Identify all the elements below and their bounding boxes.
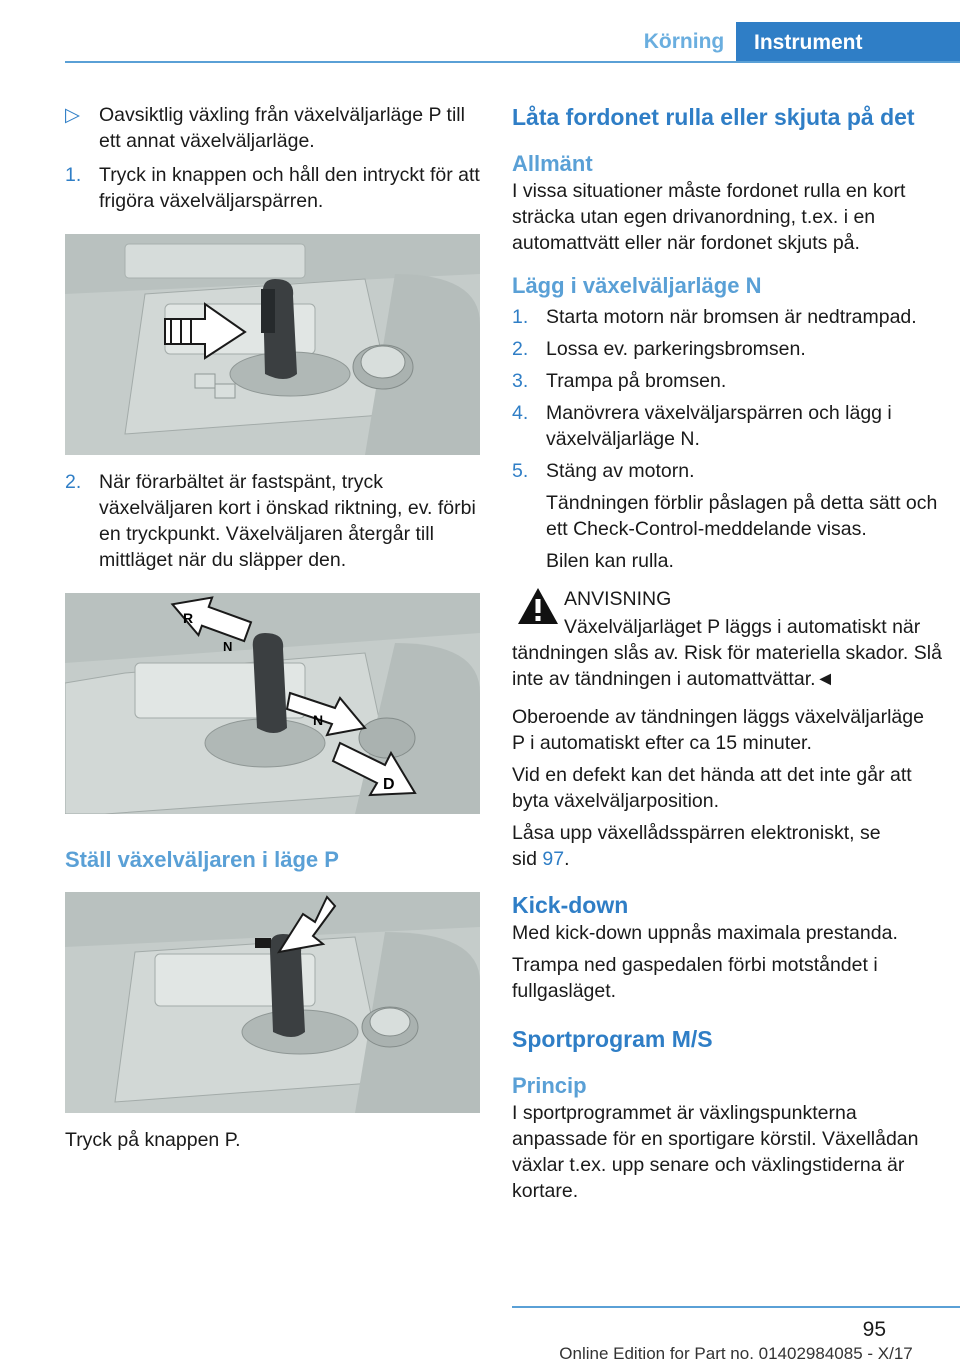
subheading-general: Allmänt [512,151,593,176]
warning-text: Växelväljarläget P läggs i automatiskt när tändningen slås av. Risk för materiella skador. Slå inte av tändningen i automattvättar.◄ [512,616,942,690]
gear-label-n-upper: N [223,639,233,654]
step-text: Stäng av motorn. [546,460,695,482]
step-number: 2. [65,471,82,493]
triangle-bullet-icon: ▷ [65,104,80,126]
gear-label-n-lower: N [313,712,324,728]
right-column [512,102,942,1204]
unlock-prefix: sid [512,848,537,870]
heading-kickdown: Kick-down [512,892,629,918]
neutral-step [512,304,942,330]
neutral-steps [512,304,942,574]
general-text: I vissa situationer måste fordonet rulla en kort sträcka utan egen drivanordning, t.ex. i en automattvätt eller när fordonet skjuts på. [512,180,906,254]
bullet-text: Oavsiktlig växling från växelväljarläge P till ett annat växelväljarläge. [99,104,465,152]
warning-block [512,586,942,692]
unlock-text-main: Låsa upp växellådsspärren elektroniskt, se [512,822,881,844]
figure-press-p [65,892,480,1113]
page-header [0,0,960,62]
heading-position-p: Ställ växelväljaren i läge P [65,847,339,872]
step-number: 1. [65,164,82,186]
kickdown-text: Trampa ned gaspedalen förbi motståndet i fullgasläget. [512,954,878,1002]
step-number: 2. [512,338,529,360]
page-link[interactable]: 97 [542,848,565,870]
heading-rolling: Låta fordonet rulla eller skjuta på det [512,104,915,130]
step-number: 4. [512,402,529,424]
heading-sport: Sportprogram M/S [512,1026,713,1052]
left-step-1 [65,162,480,214]
left-column [65,102,480,1153]
header-rule [65,61,960,63]
step-text: Lossa ev. parkeringsbromsen. [546,338,806,360]
step-text: Starta motorn när bromsen är nedtrampad. [546,306,917,328]
page-number: 95 [862,1318,886,1341]
auto-p-text: Oberoende av tändningen läggs växelväljarläge P i automatiskt efter ca 15 minuter. [512,706,924,754]
neutral-step [512,400,942,452]
caption-press-p: Tryck på knappen P. [65,1129,241,1151]
step-number: 5. [512,460,529,482]
defect-text: Vid en defekt kan det hända att det inte går att byta växelväljarposition. [512,764,912,812]
neutral-step [512,368,942,394]
step-text: Trampa på bromsen. [546,370,727,392]
neutral-step [512,458,942,484]
subheading-neutral: Lägg i växelväljarläge N [512,273,762,298]
figure-release-lock [65,234,480,455]
principle-text: I sportprogrammet är växlingspunkterna anpassade för en sportigare körstil. Växellådan växlar t.ex. upp senare och växlingstiderna är kortare. [512,1102,919,1202]
header-tab: Instrument [736,22,960,62]
header-section: Körning [643,30,725,53]
step-text: När förarbältet är fastspänt, tryck växelväljaren kort i önskad riktning, ev. förbi en tryckpunkt. Växelväljaren återgår till mittläget när du släpper den. [99,471,476,571]
footer-rule [512,1306,960,1308]
gear-label-r: R [183,610,194,626]
step-number: 3. [512,370,529,392]
subheading-principle: Princip [512,1073,587,1098]
step5-note: Bilen kan rulla. [546,550,674,572]
unlock-end: . [564,848,570,870]
bullet-item [65,102,480,154]
warning-icon [512,586,564,626]
unlock-text [512,820,942,872]
gear-label-d: D [383,776,395,793]
step-text: Tryck in knappen och håll den intryckt för att frigöra växelväljarspärren. [99,164,480,212]
neutral-step [512,336,942,362]
warning-title: ANVISNING [564,588,672,610]
step-text: Manövrera växelväljarspärren och lägg i växelväljarläge N. [546,402,892,450]
left-step-2 [65,469,480,573]
step-number: 1. [512,306,529,328]
figure-shift-directions [65,593,480,814]
edition-note: Online Edition for Part no. 01402984085 - X/17 [559,1344,913,1363]
kickdown-text: Med kick-down uppnås maximala prestanda. [512,922,898,944]
step5-note: Tändningen förblir påslagen på detta sätt och ett Check-Control-meddelande visas. [546,492,938,540]
